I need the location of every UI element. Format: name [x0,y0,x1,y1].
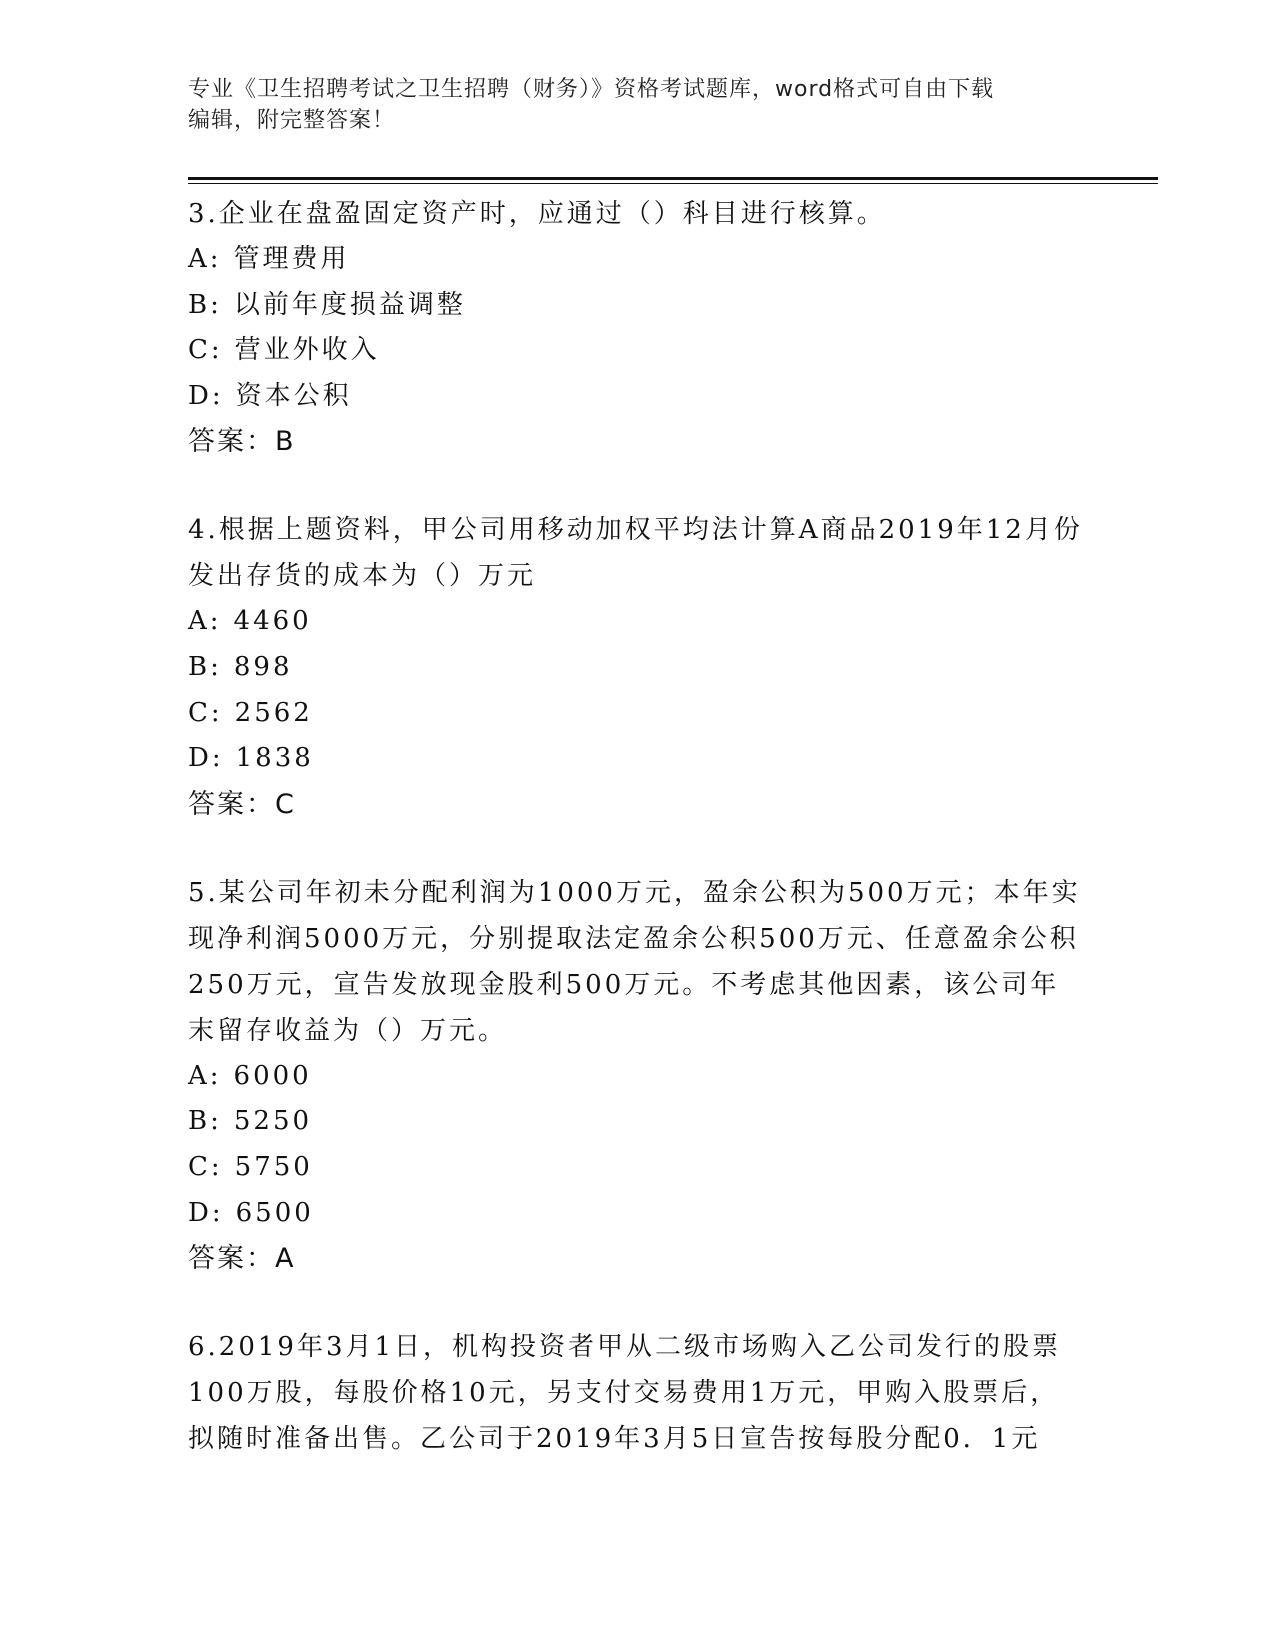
option-separator: : [209,606,222,637]
option-key: D [188,380,212,411]
option-text: 5250 [233,1106,313,1137]
option-text: 2562 [234,697,313,728]
question-stem: 6.2019年3月1日，机构投资者甲从二级市场购入乙公司发行的股票100万股，每股价格10元，另支付交易费用1万元，甲购入股票后，拟随时准备出售。乙公司于2019年3月5日宣告按每股分配0．1元 [188,1332,1062,1455]
answer-line: 答案：A [188,1243,296,1275]
question-item [188,507,1088,827]
option-key: B [188,1106,211,1137]
option-separator: : [211,743,224,774]
option-text: 4460 [233,606,312,637]
option-b [188,1099,1088,1145]
answer-line: 答案：C [188,788,296,820]
option-a [188,1054,1088,1100]
header-divider-thin [188,183,1158,184]
option-text: 营业外收入 [234,335,380,366]
option-text: 6500 [235,1197,314,1228]
option-key: B [188,289,211,320]
option-separator: : [210,651,222,682]
option-b [188,283,1088,329]
option-separator: : [210,335,223,366]
question-item [188,191,1088,465]
option-separator: : [210,289,222,320]
header-line-2: 编辑，附完整答案！ [188,108,396,133]
option-key: D [188,1197,212,1228]
document-header [188,74,1088,136]
option-b [188,645,1088,691]
option-text: 管理费用 [233,244,350,274]
option-d [188,374,1088,420]
option-separator: : [209,244,222,274]
option-c [188,1145,1088,1191]
question-stem: 4.根据上题资料，甲公司用移动加权平均法计算A商品2019年12月份发出存货的成本为（）万元 [188,515,1083,592]
option-c [188,691,1088,737]
question-list [188,191,1088,1504]
question-item [188,1324,1088,1462]
option-c [188,328,1088,374]
option-key: D [188,743,212,774]
option-text: 898 [233,651,293,682]
option-key: A [188,1060,210,1091]
header-divider-thick [188,177,1158,180]
header-line-1: 专业《卫生招聘考试之卫生招聘（财务）》资格考试题库，word格式可自由下载 [188,77,995,102]
answer-line: 答案：B [188,426,296,458]
option-text: 1838 [235,743,314,774]
option-key: A [188,244,210,274]
option-a [188,599,1088,645]
option-text: 以前年度损益调整 [233,289,466,320]
option-d [188,1191,1088,1237]
option-text: 6000 [233,1060,312,1091]
option-separator: : [211,380,224,411]
option-a [188,237,1088,283]
option-key: C [188,697,211,728]
option-key: B [188,651,211,682]
option-separator: : [210,697,223,728]
option-separator: : [211,1197,224,1228]
option-key: C [188,335,211,366]
option-text: 5750 [234,1151,313,1182]
option-text: 资本公积 [235,380,352,411]
question-item [188,870,1088,1282]
question-stem: 5.某公司年初未分配利润为1000万元，盈余公积为500万元；本年实现净利润5000万元，分别提取法定盈余公积500万元、任意盈余公积250万元，宣告发放现金股利500万元。不考虑其他因素，该公司年末留存收益为（）万元。 [188,877,1081,1046]
option-separator: : [210,1106,222,1137]
option-separator: : [210,1151,223,1182]
option-d [188,736,1088,782]
option-separator: : [209,1060,222,1091]
option-key: C [188,1151,211,1182]
option-key: A [188,606,210,637]
question-stem: 3.企业在盘盈固定资产时，应通过（）科目进行核算。 [188,199,886,229]
